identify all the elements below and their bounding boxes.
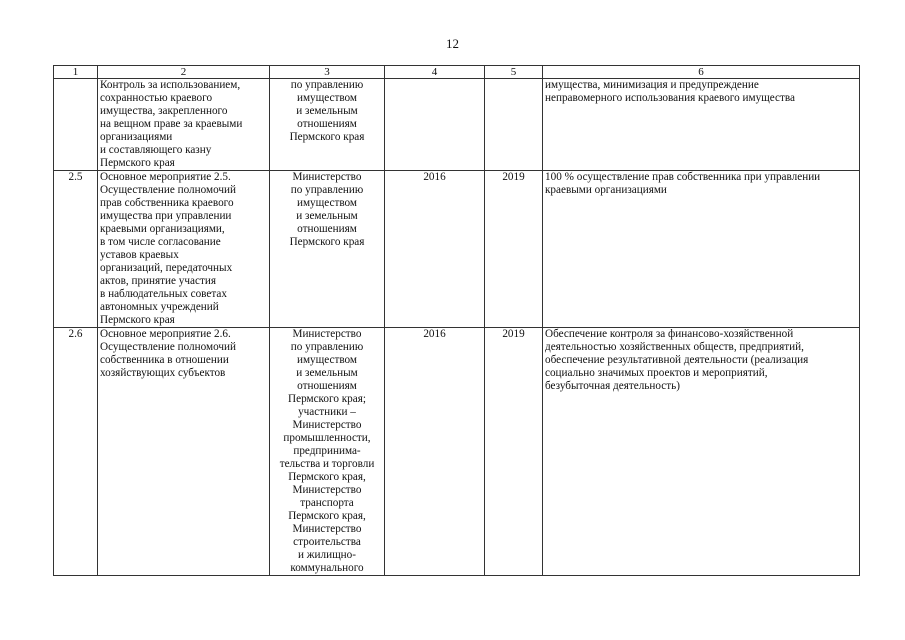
end-year-cell: 2019 <box>485 171 543 328</box>
start-year-cell: 2016 <box>385 171 485 328</box>
row-number-cell: 2.6 <box>54 328 98 576</box>
executor-cell: Министерство по управлению имуществом и земельным отношениям Пермского края; участники – Министерство промышленности, предпринима- тельства и торговли Пермского края, Министерство транспорта Пермского края, Министерство строительства и жилищно- коммунального <box>270 328 385 576</box>
start-year-cell: 2016 <box>385 328 485 576</box>
column-header: 2 <box>98 66 270 79</box>
executor-cell: Министерство по управлению имуществом и земельным отношениям Пермского края <box>270 171 385 328</box>
expected-result-cell: имущества, минимизация и предупреждение неправомерного использования краевого имущества <box>543 79 860 171</box>
table-row <box>54 171 860 328</box>
table-row <box>54 79 860 171</box>
column-header: 5 <box>485 66 543 79</box>
activity-name-cell: Контроль за использованием, сохранностью краевого имущества, закрепленного на вещном праве за краевыми организациями и составляющего казну Пермского края <box>98 79 270 171</box>
expected-result-cell: Обеспечение контроля за финансово-хозяйственной деятельностью хозяйственных обществ, предприятий, обеспечение результативной деятельности (реализация социально значимых проектов и мероприятий, безубыточная деятельность) <box>543 328 860 576</box>
column-header: 6 <box>543 66 860 79</box>
row-number-cell: 2.5 <box>54 171 98 328</box>
column-header: 1 <box>54 66 98 79</box>
column-header: 4 <box>385 66 485 79</box>
row-number-cell <box>54 79 98 171</box>
table-row <box>54 328 860 576</box>
program-activities-table <box>53 65 860 576</box>
activity-name-cell: Основное мероприятие 2.6. Осуществление полномочий собственника в отношении хозяйствующих субъектов <box>98 328 270 576</box>
expected-result-cell: 100 % осуществление прав собственника при управлении краевыми организациями <box>543 171 860 328</box>
table-header-row <box>54 66 860 79</box>
end-year-cell: 2019 <box>485 328 543 576</box>
page-number: 12 <box>446 36 459 51</box>
column-header: 3 <box>270 66 385 79</box>
executor-cell: по управлению имуществом и земельным отношениям Пермского края <box>270 79 385 171</box>
start-year-cell <box>385 79 485 171</box>
activity-name-cell: Основное мероприятие 2.5. Осуществление полномочий прав собственника краевого имущества при управлении краевыми организациями, в том числе согласование уставов краевых организаций, передаточных актов, принятие участия в наблюдательных советах автономных учреждений Пермского края <box>98 171 270 328</box>
end-year-cell <box>485 79 543 171</box>
